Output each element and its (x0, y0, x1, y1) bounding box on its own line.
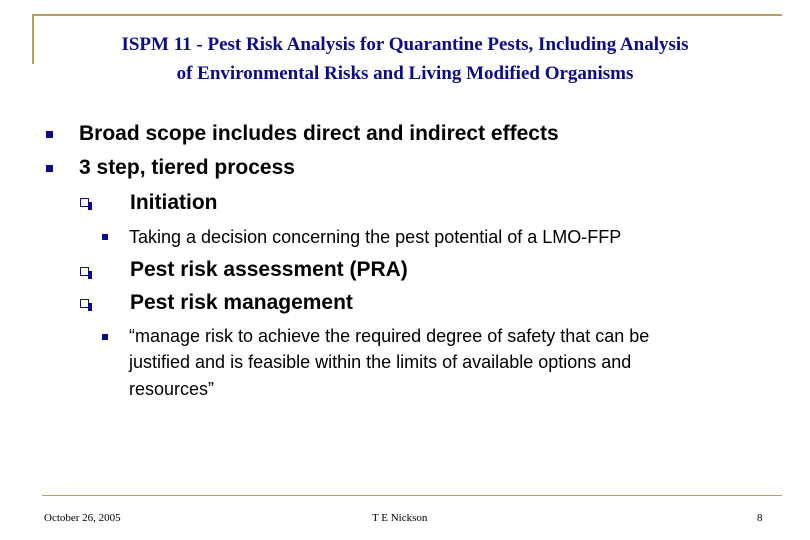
title-rule-top (32, 14, 782, 16)
sub-bullet-risk-management: Pest risk management (130, 291, 353, 314)
slide-title-line-2: of Environmental Risks and Living Modified Organisms (176, 63, 634, 84)
slide-title (30, 30, 780, 88)
footer-date: October 26, 2005 (44, 512, 121, 524)
quote-line-3: resources” (129, 379, 215, 399)
hollow-square-bullet-icon (80, 299, 89, 308)
quote-line-2: justified and is feasible within the limits of available options and (129, 352, 632, 372)
sub-bullet-risk-assessment: Pest risk assessment (PRA) (130, 258, 408, 281)
footer-rule (42, 495, 782, 496)
square-bullet-icon (102, 234, 108, 240)
detail-initiation: Taking a decision concerning the pest potential of a LMO-FFP (129, 227, 622, 247)
slide-title-line-1: ISPM 11 - Pest Risk Analysis for Quarantine Pests, Including Analysis (121, 34, 689, 55)
footer-author: T E Nickson (372, 512, 428, 524)
quote-line-1: “manage risk to achieve the required degree of safety that can be (129, 326, 650, 346)
sub-bullet-initiation: Initiation (130, 191, 218, 214)
square-bullet-icon (46, 165, 53, 172)
square-bullet-icon (46, 131, 53, 138)
footer-page-number: 8 (757, 512, 763, 524)
hollow-square-bullet-icon (80, 267, 89, 276)
hollow-square-bullet-icon (80, 198, 89, 207)
bullet-tiered-process: 3 step, tiered process (79, 156, 295, 179)
bullet-broad-scope: Broad scope includes direct and indirect effects (79, 122, 559, 145)
square-bullet-icon (102, 334, 108, 340)
